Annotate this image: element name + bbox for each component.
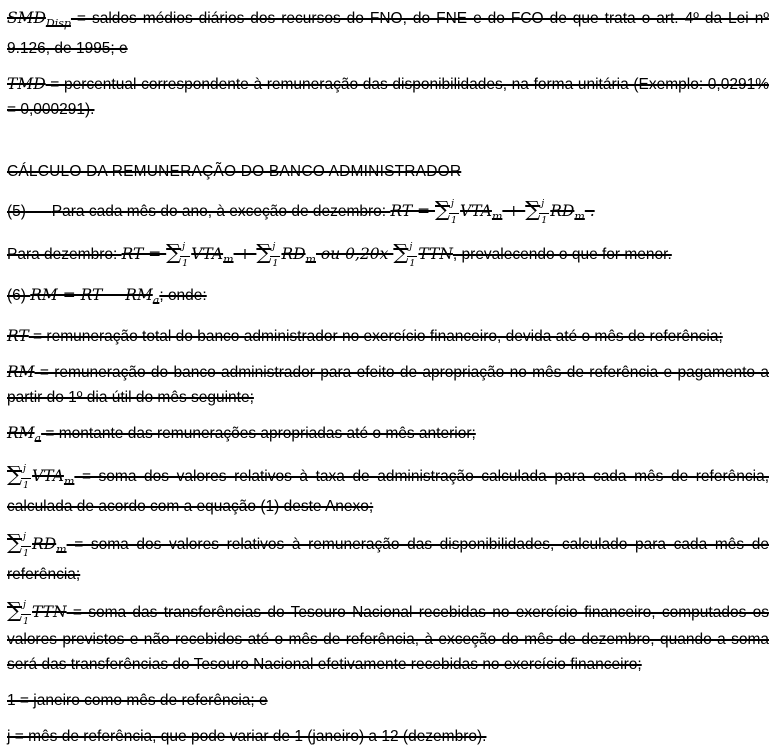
summation-lower-limit: 1 [23,548,30,559]
sigma-glyph: ∑ [525,197,541,221]
math-run: RT = [390,202,435,220]
summation-upper-limit: j [451,197,454,209]
text-run: = saldos médios diários dos recursos do FNO, do FNE e do FCO de que trata o art. 4º da Lei nº 9.126, de 1995; e [7,10,769,57]
summation-symbol [7,598,32,627]
summation-symbol [7,462,32,491]
subscript-run: m [63,475,75,488]
math-run: + [233,245,257,263]
math-run: RM [7,424,35,442]
paragraph-index-1-definition [7,688,769,713]
math-run: TTN [32,603,67,621]
summation-upper-limit: j [272,240,276,252]
sigma-glyph: ∑ [435,197,450,221]
paragraph-index-j-definition [7,724,769,749]
sigma-glyph: ∑ [393,240,409,264]
text-run: j = mês de referência, que pode variar de 1 (janeiro) a 12 (dezembro). [7,727,487,745]
summation-lower-limit: 1 [409,258,416,269]
document-body [7,6,769,749]
math-run: VTA [32,467,64,485]
summation-symbol [7,530,32,559]
paragraph-rt-definition [7,324,769,349]
summation-limits [541,199,547,226]
summation-upper-limit: j [182,240,186,252]
subscript-run: m [491,210,503,223]
sigma-glyph: ∑ [256,240,272,264]
paragraph-sum-rd-definition [7,530,769,587]
paragraph-equation-5 [7,197,769,229]
text-run: Para dezembro: [7,246,122,263]
math-run: VTA [460,202,492,220]
math-run: RD [550,202,575,220]
summation-upper-limit: j [23,462,26,474]
section-heading [7,159,769,184]
text-run: = soma das transferências do Tesouro Nacional recebidas no exercício financeiro, computados os valores previstos e não recebidos até o mês de referência, à exceção do mês de dezembro, quando a soma será das transferências do Tesouro Nacional efetivamente recebidas no exercício financeiro; [7,604,769,673]
text-run: 1 = janeiro como mês de referência; e [7,691,268,709]
sigma-glyph: ∑ [7,530,22,554]
text-run: = soma dos valores relativos à remuneração das disponibilidades, calculado para cada mês de referência; [7,536,769,583]
text-run: , prevalecendo o que for menor. [452,246,672,263]
math-run: RT [7,327,29,345]
subscript-run: a [152,294,160,307]
summation-upper-limit: j [409,240,413,252]
math-run: TTN [418,245,453,263]
summation-lower-limit: 1 [23,616,30,627]
math-run: + [502,202,526,220]
summation-limits [272,242,278,269]
paragraph-rm-definition [7,360,769,410]
math-run: RM [7,363,35,381]
paragraph-december-rule [7,240,769,272]
summation-lower-limit: 1 [23,480,30,491]
text-run: (5) [7,203,26,220]
summation-lower-limit: 1 [182,258,189,269]
text-run: = montante das remunerações apropriadas até o mês anterior; [41,425,476,442]
math-run: RD [32,535,57,553]
summation-symbol [393,240,418,269]
summation-limits [23,464,29,491]
summation-limits [23,600,29,627]
tab-space [26,203,52,220]
text-run: = remuneração total do banco administrador no exercício financeiro, devida até o mês de referência; [28,328,723,345]
paragraph-sum-ttn-definition [7,598,769,677]
paragraph-tmd-definition [7,72,769,122]
math-run: RM = RT − RM [30,286,153,304]
summation-limits [182,242,188,269]
text-run: CÁLCULO DA REMUNERAÇÃO DO BANCO ADMINISTRADOR [7,163,462,180]
text-run: (6) [7,287,31,304]
summation-lower-limit: 1 [272,258,279,269]
sigma-glyph: ∑ [7,462,22,486]
sigma-glyph: ∑ [7,598,22,622]
text-run: = percentual correspondente à remuneração das disponibilidades, na forma unitária (Exemplo: 0,0291% = 0,000291). [7,76,769,118]
text-run: = remuneração do banco administrador para efeito de apropriação no mês de referência e pagamento a partir do 1º dia útil do mês seguinte; [7,364,769,406]
subscript-run: Disp [45,17,71,30]
math-run: RT = [121,245,167,263]
math-run: VTA [191,245,224,263]
math-run: TMD [7,75,46,93]
subscript-run: m [56,543,67,556]
paragraph-sum-vta-definition [7,462,769,519]
summation-symbol [256,240,281,269]
text-run: = soma dos valores relativos à taxa de administração calculada para cada mês de referência, calculada de acordo com a equação (1) deste Anexo; [7,468,769,515]
summation-limits [23,532,29,559]
subscript-run: m [574,210,585,223]
summation-upper-limit: j [23,530,26,542]
text-run: Para cada mês do ano, à exceção de dezembro: [51,203,391,220]
subscript-run: m [223,253,234,266]
math-run: ou 0,20x [315,245,394,263]
sigma-glyph: ∑ [166,240,182,264]
summation-lower-limit: 1 [541,215,548,226]
summation-limits [451,199,457,226]
paragraph-rma-definition [7,421,769,451]
summation-upper-limit: j [23,598,26,610]
summation-symbol [435,197,460,226]
summation-symbol [166,240,191,269]
summation-lower-limit: 1 [451,215,458,226]
subscript-run: m [305,253,316,266]
math-run: SMD [7,9,46,27]
paragraph-smd-disp-definition [7,6,769,61]
text-run: ; onde: [159,287,207,304]
subscript-run: a [34,432,42,445]
summation-symbol [525,197,550,226]
paragraph-equation-6 [7,283,769,313]
summation-limits [409,242,415,269]
math-run: RD [281,245,306,263]
summation-upper-limit: j [541,197,545,209]
math-run: . [584,202,595,220]
